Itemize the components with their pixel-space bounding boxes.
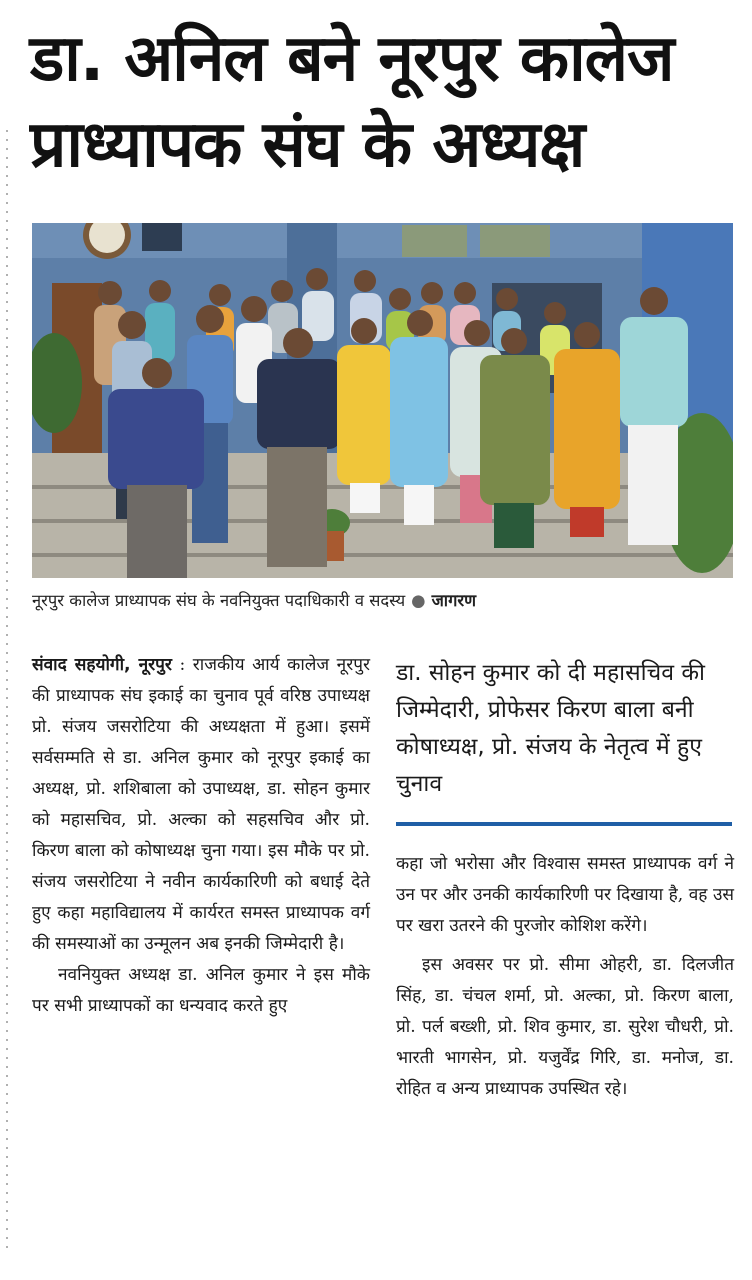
article-column-right — [396, 849, 734, 1105]
article-paragraph-1 — [32, 650, 370, 960]
byline: संवाद सहयोगी, नूरपुर — [32, 655, 172, 675]
sub-headline: डा. सोहन कुमार को दी महासचिव की जिम्मेदारी, प्रोफेसर किरण बाला बनी कोषाध्यक्ष, प्रो. संजय के नेतृत्व में हुए चुनाव — [396, 660, 705, 797]
headline — [30, 16, 740, 188]
caption-separator: ● — [411, 591, 426, 610]
group-photo — [32, 223, 733, 578]
article-paragraph-4: इस अवसर पर प्रो. सीमा ओहरी, डा. दिलजीत सिंह, डा. चंचल शर्मा, प्रो. अल्का, प्रो. किरण बाला, प्रो. पर्ल बख्शी, प्रो. शिव कुमार, डा. सुरेश चौधरी, प्रो. भारती भागसेन, प्रो. यजुर्वेंद्र गिरि, डा. मनोज, डा. रोहित व अन्य प्राध्यापक उपस्थित रहे। — [396, 955, 734, 1099]
caption-text: नूरपुर कालेज प्राध्यापक संघ के नवनियुक्त पदाधिकारी व सदस्य — [32, 591, 406, 610]
article-column-left — [32, 650, 370, 1022]
headline-line-2: प्राध्यापक संघ के अध्यक्ष — [30, 108, 585, 182]
group-photo-illustration — [32, 223, 733, 578]
article-paragraph-2: नवनियुक्त अध्यक्ष डा. अनिल कुमार ने इस मौके पर सभी प्राध्यापकों का धन्यवाद करते हुए — [32, 965, 370, 1016]
article-paragraph-3: कहा जो भरोसा और विश्वास समस्त प्राध्यापक वर्ग ने उन पर और उनकी कार्यकारिणी पर दिखाया है, वह उस पर खरा उतरने की पुरजोर कोशिश करेंगे। — [396, 854, 734, 936]
section-divider — [396, 822, 732, 826]
headline-line-1: डा. अनिल बने नूरपुर कालेज — [30, 22, 674, 96]
photo-caption — [32, 590, 733, 612]
photo-credit: जागरण — [431, 591, 477, 610]
article-paragraph-1-text: : राजकीय आर्य कालेज नूरपुर की प्राध्यापक संघ इकाई का चुनाव पूर्व वरिष्ठ उपाध्यक्ष प्रो. संजय जसरोटिया की अध्यक्षता में हुआ। इसमें सर्वसम्मति से डा. अनिल कुमार को नूरपुर इकाई का अध्यक्ष, प्रो. शशिबाला को उपाध्यक्ष, डा. सोहन कुमार को महासचिव, प्रो. अल्का को सहसचिव और प्रो. किरण बाला को कोषाध्यक्ष चुना गया। इस मौके पर प्रो. संजय जसरोटिया ने नवीन कार्यकारिणी को बधाई देते हुए कहा महाविद्यालय में कार्यरत समस्त प्राध्यापक वर्ग की समस्याओं का उन्मूलन अब इनकी जिम्मेदारी है। — [32, 655, 371, 954]
column-margin-dots — [6, 130, 8, 1250]
